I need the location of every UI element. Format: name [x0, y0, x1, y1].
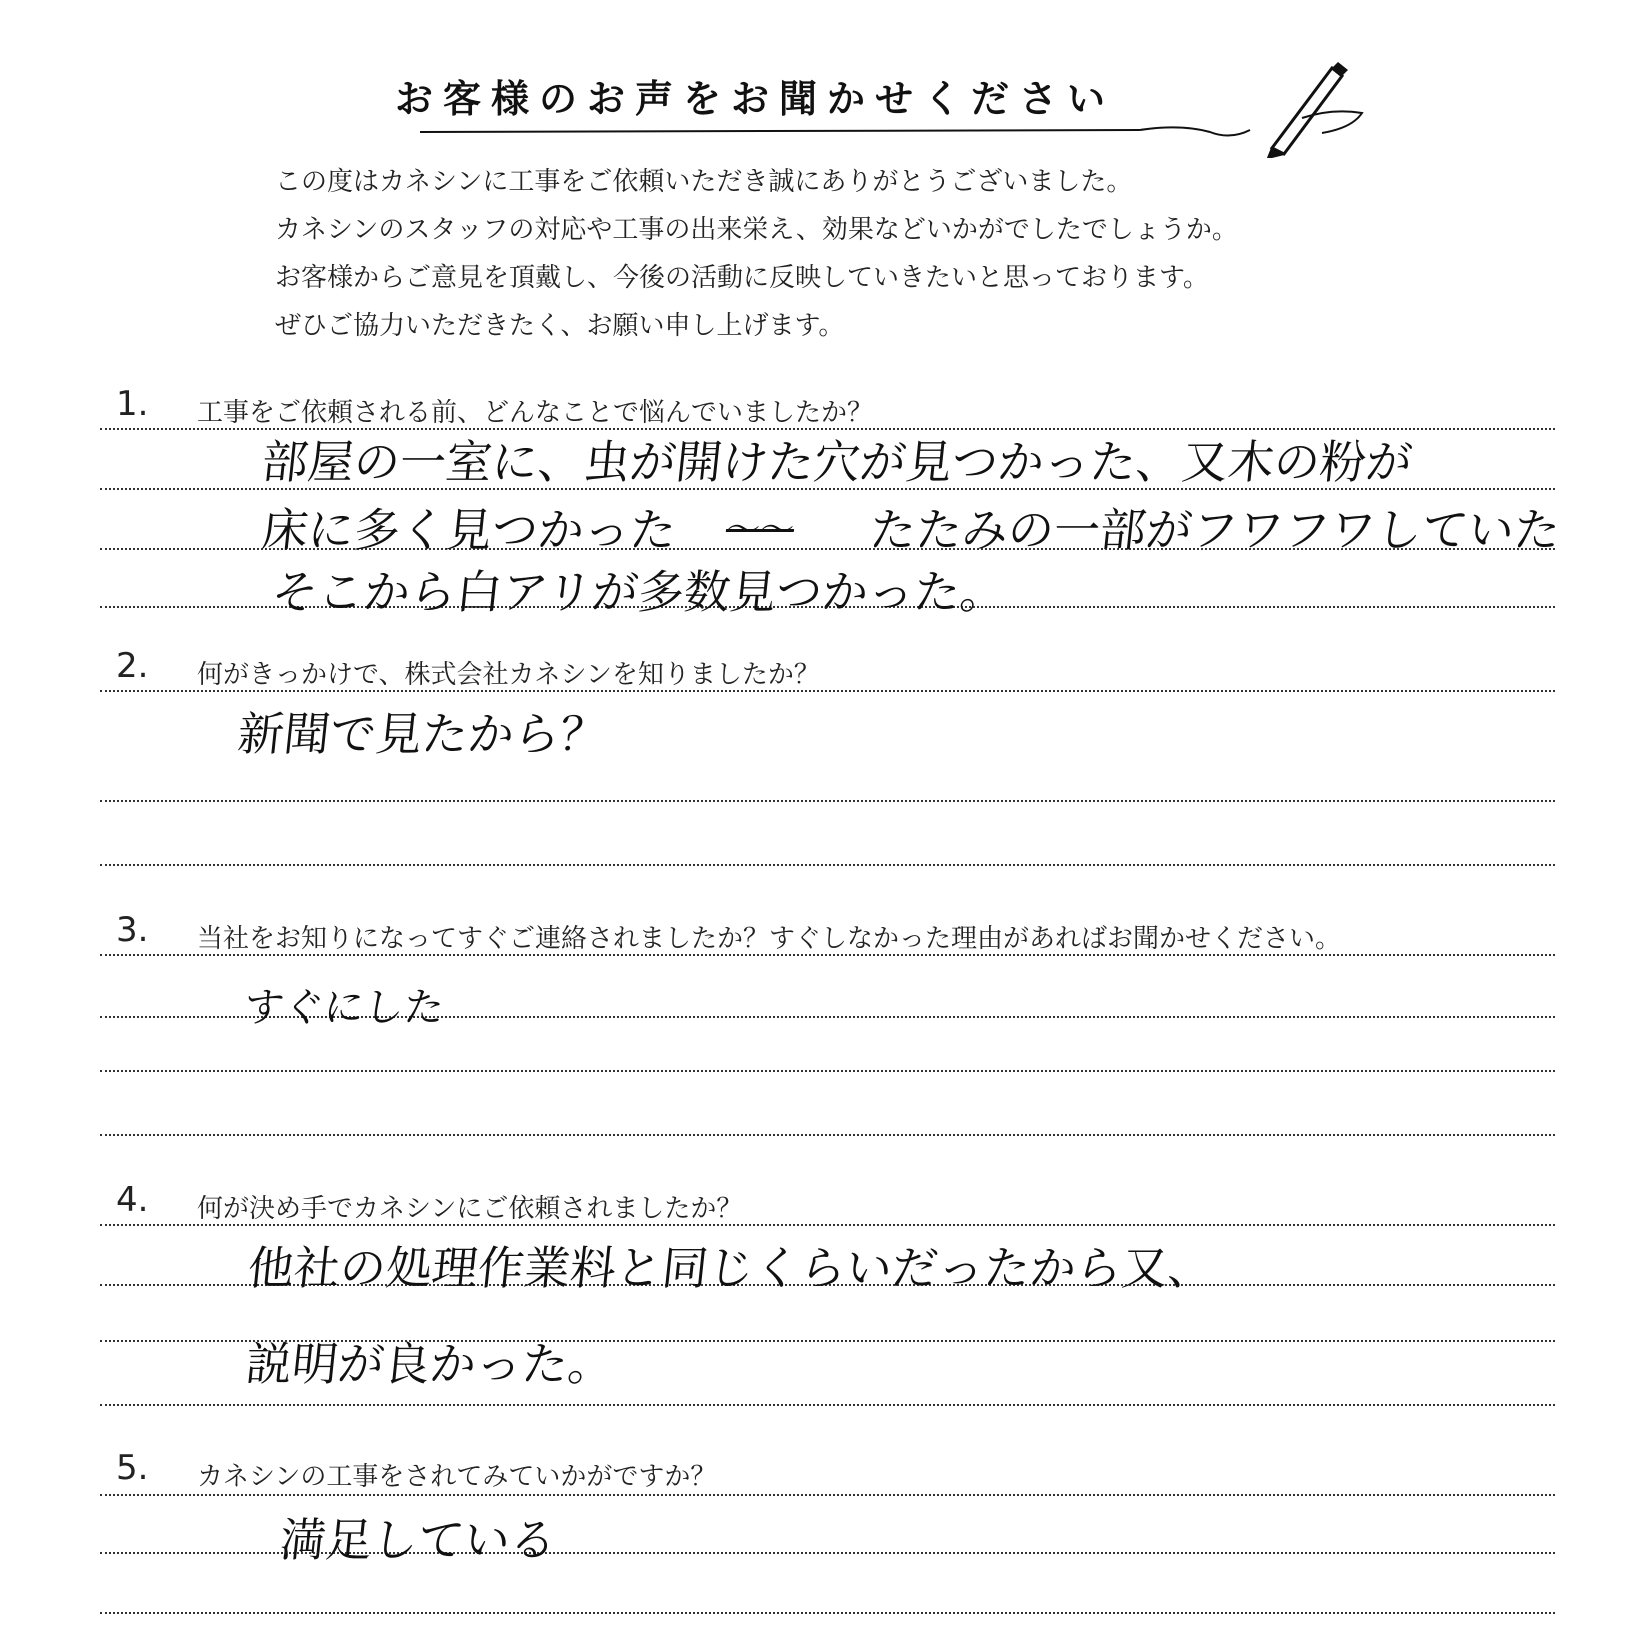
intro-line: カネシンのスタッフの対応や工事の出来栄え、効果などいかがでしたでしょうか。	[275, 215, 1238, 245]
handwritten-answer: 新聞で見たから？	[235, 707, 609, 761]
question-text: 何が決め手でカネシンにご依頼されましたか？	[197, 1194, 743, 1224]
answer-rule	[100, 1612, 1555, 1614]
title-underline	[420, 120, 1380, 150]
answer-rule	[100, 1404, 1555, 1406]
answer-rule	[100, 800, 1555, 802]
answer-rule	[100, 1494, 1555, 1496]
question-number: 1.	[116, 384, 149, 424]
question-text: 当社をお知りになってすぐご連絡されましたか？すぐしなかった理由があればお聞かせください。	[197, 924, 1342, 954]
question-text: 何がきっかけで、株式会社カネシンを知りましたか？	[197, 660, 820, 690]
handwritten-answer: 満足している	[277, 1513, 559, 1567]
answer-rule	[100, 428, 1555, 430]
answer-rule	[100, 954, 1555, 956]
answer-rule	[100, 690, 1555, 692]
form-title: お客様のお声をお聞かせください	[395, 77, 1116, 121]
intro-line: ぜひご協力いただきたく、お願い申し上げます。	[275, 311, 845, 341]
crossed-out-mark: 〜〜	[723, 510, 797, 550]
question-text: カネシンの工事をされてみていかがですか？	[197, 1462, 717, 1492]
answer-rule	[100, 1134, 1555, 1136]
handwritten-answer: そこから白アリが多数見つかった。	[269, 565, 1010, 619]
question-number: 2.	[116, 646, 149, 686]
intro-line: この度はカネシンに工事をご依頼いただき誠にありがとうございました。	[275, 167, 1133, 197]
handwritten-answer: たたみの一部がフワフワしていた	[867, 503, 1563, 557]
handwritten-answer: すぐにした	[241, 985, 447, 1031]
handwritten-answer: 他社の処理作業料と同じくらいだったから又、	[245, 1241, 1217, 1295]
question-number: 3.	[116, 910, 149, 950]
question-text: 工事をご依頼される前、どんなことで悩んでいましたか？	[197, 398, 874, 428]
question-number: 4.	[116, 1180, 149, 1220]
intro-line: お客様からご意見を頂戴し、今後の活動に反映していきたいと思っております。	[275, 263, 1209, 293]
handwritten-answer: 説明が良かった。	[243, 1337, 617, 1391]
intro-paragraph	[275, 158, 1238, 350]
answer-rule	[100, 1070, 1555, 1072]
answer-rule	[100, 1224, 1555, 1226]
answer-rule	[100, 864, 1555, 866]
handwritten-answer: 床に多く見つかった	[259, 503, 679, 557]
question-number: 5.	[116, 1448, 149, 1488]
handwritten-answer: 部屋の一室に、虫が開けた穴が見つかった、又木の粉が	[259, 435, 1415, 489]
